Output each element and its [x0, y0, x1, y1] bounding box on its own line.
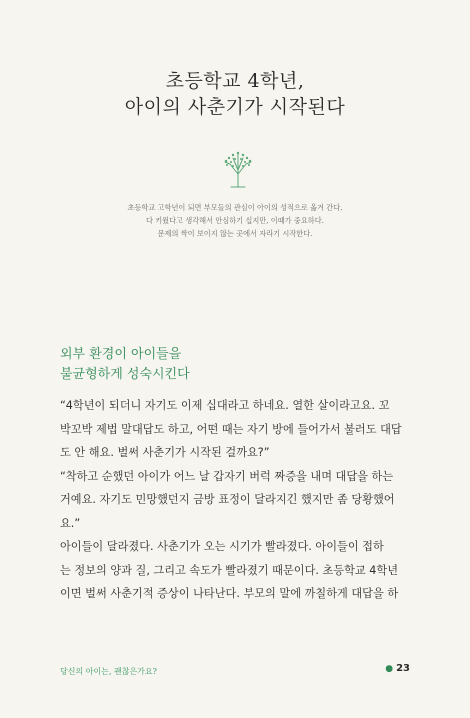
- page-number-value: 23: [396, 663, 410, 674]
- intro-line-2: 다 키웠다고 생각해서 안심하기 십지만, 이때가 중요하다.: [146, 216, 324, 225]
- chapter-intro: [60, 201, 410, 240]
- chapter-title-line-1: 초등학교 4학년,: [165, 70, 305, 92]
- body-line: 는 정보의 양과 질, 그리고 속도가 빨라졌기 때문이다. 초등학교 4학년: [60, 563, 399, 577]
- bullet-dot-icon: ●: [385, 664, 394, 674]
- body-text: [60, 394, 416, 606]
- section-heading-line-1: 외부 환경이 아이들을: [60, 347, 182, 362]
- body-line: 요.”: [60, 516, 81, 530]
- body-line: 아이들이 달라졌다. 사춘기가 오는 시기가 빨라졌다. 아이들이 접하: [60, 540, 384, 553]
- body-line: “착하고 순했던 아이가 어느 날 갑자기 버럭 짜증을 내며 대답을 하는: [60, 469, 394, 483]
- chapter-title-line-2: 아이의 사춘기가 시작된다: [124, 96, 346, 118]
- intro-line-3: 문제의 싹이 보이지 않는 곳에서 자라기 시작한다.: [157, 229, 313, 238]
- intro-line-1: 초등학교 고학년이 되면 부모들의 관심이 아이의 성적으로 옮겨 간다.: [127, 203, 343, 212]
- body-line: “4학년이 되더니 자기도 이제 십대라고 하네요. 열한 살이라고요. 꼬: [60, 399, 390, 412]
- tree-icon: [221, 150, 255, 188]
- page-number: [385, 663, 410, 674]
- body-line: 이면 벌써 사춘기적 증상이 나타난다. 부모의 말에 까칠하게 대답을 하: [60, 587, 399, 600]
- running-footer-title: 당신의 아이는, 괜찮은가요?: [60, 667, 157, 676]
- section-heading-line-2: 불균형하게 성숙시킨다: [60, 367, 190, 382]
- body-line: 도 안 해요. 벌써 사춘기가 시작된 걸까요?”: [60, 446, 270, 459]
- body-line: 박꼬박 제법 말대답도 하고, 어떤 때는 자기 방에 들어가서 불러도 대답: [60, 422, 402, 436]
- body-line: 거예요. 자기도 민망했던지 금방 표정이 달라지긴 했지만 좀 당황했어: [60, 493, 395, 506]
- section-heading: [60, 345, 420, 385]
- chapter-title: [0, 68, 470, 120]
